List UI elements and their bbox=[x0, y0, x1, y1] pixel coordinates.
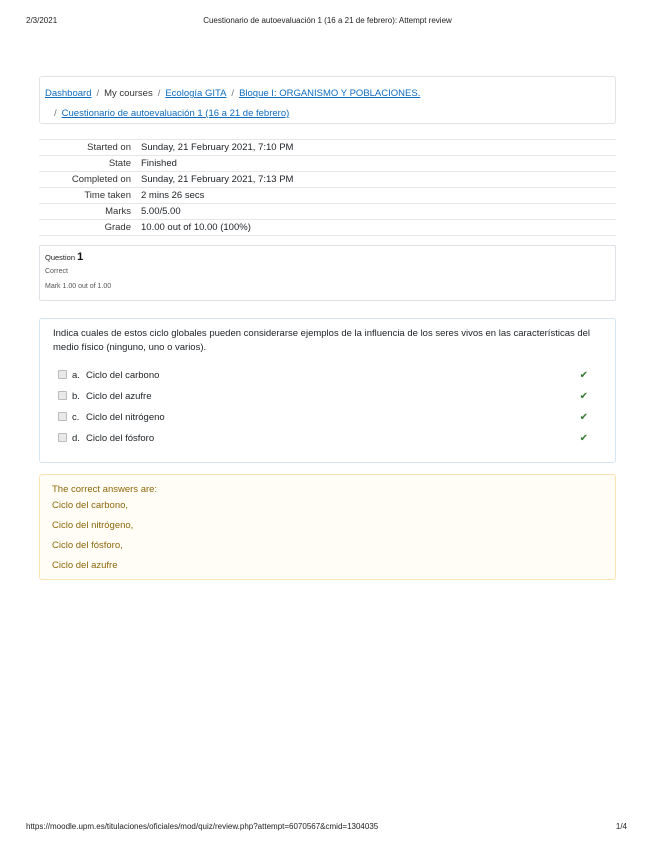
summary-value: 5.00/5.00 bbox=[141, 206, 181, 217]
question-state: Correct bbox=[45, 268, 68, 275]
breadcrumb-course[interactable]: Ecología GITA bbox=[165, 88, 227, 99]
feedback-intro: The correct answers are: bbox=[52, 484, 158, 495]
answer-label: Ciclo del fósforo bbox=[86, 433, 155, 444]
summary-row bbox=[39, 204, 616, 220]
summary-row bbox=[39, 140, 616, 156]
attempt-summary-table bbox=[39, 139, 616, 236]
correct-check-icon: ✔ bbox=[579, 391, 588, 402]
breadcrumb bbox=[39, 76, 616, 124]
question-number-value: 1 bbox=[77, 251, 84, 263]
breadcrumb-separator: / bbox=[96, 88, 100, 99]
print-header bbox=[0, 16, 655, 28]
summary-value: 10.00 out of 10.00 (100%) bbox=[141, 222, 251, 233]
answer-option-d bbox=[53, 428, 602, 449]
print-url: https://moodle.upm.es/titulaciones/oficiales/mod/quiz/review.php?attempt=6070567&cmid=1304035 bbox=[26, 822, 379, 831]
answer-letter: c. bbox=[72, 412, 80, 423]
feedback-answer: Ciclo del nitrógeno, bbox=[52, 520, 134, 531]
summary-label: Grade bbox=[104, 222, 131, 233]
summary-label: Time taken bbox=[84, 190, 131, 201]
breadcrumb-my-courses: My courses bbox=[104, 88, 153, 99]
breadcrumb-section[interactable]: Bloque I: ORGANISMO Y POBLACIONES. bbox=[239, 88, 421, 99]
feedback-answer: Ciclo del azufre bbox=[52, 560, 118, 571]
summary-value: Finished bbox=[141, 158, 177, 169]
breadcrumb-separator: / bbox=[157, 88, 161, 99]
summary-value: Sunday, 21 February 2021, 7:13 PM bbox=[141, 174, 294, 185]
feedback-answer: Ciclo del carbono, bbox=[52, 500, 129, 511]
summary-label: State bbox=[108, 158, 131, 169]
summary-value: 2 mins 26 secs bbox=[141, 190, 205, 201]
print-page-title: Cuestionario de autoevaluación 1 (16 a 21 de febrero): Attempt review bbox=[203, 16, 452, 25]
answer-letter: d. bbox=[72, 433, 80, 444]
summary-value: Sunday, 21 February 2021, 7:10 PM bbox=[141, 142, 294, 153]
right-answer-feedback bbox=[39, 474, 616, 580]
summary-label: Marks bbox=[105, 206, 131, 217]
answer-option-b bbox=[53, 386, 602, 407]
correct-check-icon: ✔ bbox=[579, 412, 588, 423]
question-info bbox=[39, 245, 616, 301]
correct-check-icon: ✔ bbox=[579, 433, 588, 444]
answer-checkbox[interactable] bbox=[58, 391, 67, 400]
print-date: 2/3/2021 bbox=[26, 16, 58, 25]
summary-row bbox=[39, 172, 616, 188]
breadcrumb-separator: / bbox=[54, 108, 57, 119]
breadcrumb-quiz[interactable]: Cuestionario de autoevaluación 1 (16 a 21 de febrero) bbox=[61, 108, 290, 119]
question-content bbox=[39, 318, 616, 463]
answer-list bbox=[53, 365, 602, 449]
answer-checkbox[interactable] bbox=[58, 370, 67, 379]
summary-row bbox=[39, 188, 616, 204]
summary-label: Started on bbox=[87, 142, 131, 153]
answer-option-a bbox=[53, 365, 602, 386]
print-footer bbox=[0, 822, 655, 834]
question-number bbox=[45, 251, 610, 263]
feedback-answer: Ciclo del fósforo, bbox=[52, 540, 123, 551]
summary-label: Completed on bbox=[71, 174, 131, 185]
question-prefix: Question bbox=[45, 253, 76, 262]
summary-row bbox=[39, 220, 616, 236]
answer-letter: b. bbox=[72, 391, 80, 402]
answer-label: Ciclo del carbono bbox=[86, 370, 160, 381]
answer-option-c bbox=[53, 407, 602, 428]
print-page-number: 1/4 bbox=[615, 822, 627, 831]
answer-label: Ciclo del azufre bbox=[86, 391, 152, 402]
summary-row bbox=[39, 156, 616, 172]
breadcrumb-dashboard[interactable]: Dashboard bbox=[45, 88, 92, 99]
answer-checkbox[interactable] bbox=[58, 412, 67, 421]
breadcrumb-separator: / bbox=[231, 88, 235, 99]
question-grade: Mark 1.00 out of 1.00 bbox=[45, 283, 112, 290]
question-text: Indica cuales de estos ciclo globales pueden considerarse ejemplos de la influencia de los seres vivos en las características del medio físico (ninguno, uno o varios). bbox=[53, 328, 591, 353]
answer-letter: a. bbox=[72, 370, 80, 381]
correct-check-icon: ✔ bbox=[579, 370, 588, 381]
answer-checkbox[interactable] bbox=[58, 433, 67, 442]
answer-label: Ciclo del nitrógeno bbox=[86, 412, 165, 423]
